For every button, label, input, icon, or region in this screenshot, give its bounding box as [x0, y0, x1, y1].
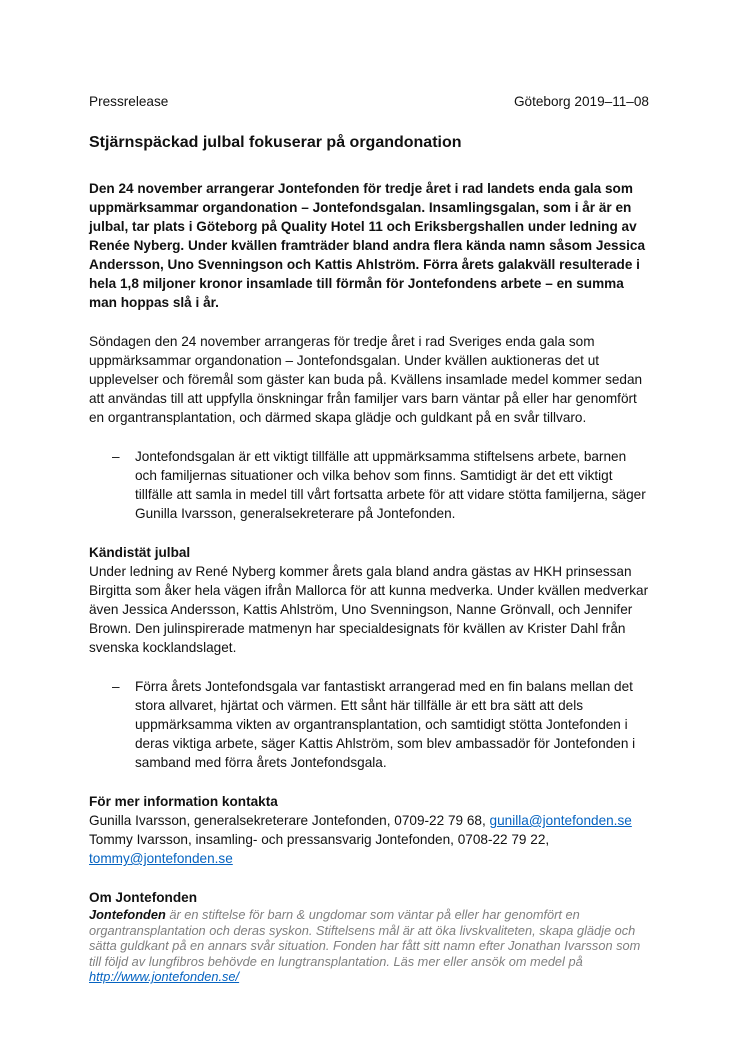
quote-dash: – — [112, 679, 120, 694]
section-heading-celebrities: Kändistät julbal — [89, 545, 191, 560]
section-paragraph-celebrities: Under ledning av René Nyberg kommer årets gala bland andra gästas av HKH prinsessan Birgitta som åker hela vägen ifrån Mallorca för att kunna medverka. Under kvällen medverkar även Jessica Andersson, Kattis Ahlström, Uno Svenningson, Nanne Grönvall, och Jennifer Brown. Den julinspirerade matmenyn har specialdesignats för kvällen av Krister Dahl från svenska kocklandslaget. — [89, 564, 649, 655]
about-paragraph — [89, 907, 649, 985]
header-line — [89, 92, 649, 111]
quote-dash: – — [112, 449, 120, 464]
contact-heading: För mer information kontakta — [89, 794, 278, 809]
about-organization-name: Jontefonden — [89, 907, 166, 922]
about-text: är en stiftelse för barn & ungdomar som väntar på eller har genomfört en organtransplantation och deras syskon. Stiftelsens mål är att öka livskvaliteten, skapa glädje och sätta guldkant på en annars svår situation. Fonden har fått sitt namn efter Jonathan Ivarsson som till följd av lungfibros behövde en lungtransplantation. Läs mer eller ansök om medel på — [89, 907, 641, 969]
body-paragraph-1: Söndagen den 24 november arrangeras för tredje året i rad Sveriges enda gala som uppmärksammar organdonation – Jontefondsgalan. Under kvällen auktioneras det ut upplevelser och föremål som gäster kan buda på. Kvällens insamlade medel kommer sedan att användas till att uppfylla önskningar från familjer vars barn väntar på eller har genomfört en organtransplantation, och därmed skapa glädje och guldkant på en svår tillvaro. — [89, 334, 643, 425]
quote-text: Förra årets Jontefondsgala var fantastiskt arrangerad med en fin balans mellan det stora allvaret, hjärtat och värmen. Ett sånt här tillfälle är ett bra sätt att dels uppmärksamma vikten av organtransplantation, och samtidigt stötta Jontefonden i deras viktiga arbete, säger Kattis Ahlström, som blev ambassadör för Jontefonden i samband med förra årets Jontefondsgala. — [135, 679, 636, 770]
tommy-email-link[interactable]: tommy@jontefonden.se — [89, 851, 233, 866]
about-heading: Om Jontefonden — [89, 890, 197, 905]
quote-gunilla — [89, 447, 649, 523]
place-and-date: Göteborg 2019–11–08 — [513, 94, 649, 109]
contact-tommy-text: Tommy Ivarsson, insamling- och pressansvarig Jontefonden, 0708-22 79 22, — [89, 832, 550, 847]
contact-details — [89, 811, 649, 868]
quote-text: Jontefondsgalan är ett viktigt tillfälle att uppmärksamma stiftelsens arbete, barnen och familjernas situationer och vilka behov som finns. Samtidigt är det ett viktigt tillfälle att samla in medel till vårt fortsatta arbete för att vidare stötta familjerna, säger Gunilla Ivarsson, generalsekreterare på Jontefonden. — [135, 449, 646, 521]
quote-kattis — [89, 677, 649, 772]
document-body — [89, 92, 649, 985]
website-link[interactable]: http://www.jontefonden.se/ — [89, 969, 240, 985]
lead-paragraph: Den 24 november arrangerar Jontefonden för tredje året i rad landets enda gala som uppmärksammar organdonation – Jontefondsgalan. Insamlingsgalan, som i år är en julbal, tar plats i Göteborg på Quality Hotel 11 och Eriksbergshallen under ledning av Renée Nyberg. Under kvällen framträder bland andra flera kända namn såsom Jessica Andersson, Uno Svenningson och Kattis Ahlström. Förra årets galakväll resulterade i hela 1,8 miljoner kronor insamlade till förmån för Jontefondens arbete – en summa man hoppas slå i år. — [89, 181, 646, 310]
gunilla-email-link[interactable]: gunilla@jontefonden.se — [489, 813, 632, 828]
document-type-label: Pressrelease — [89, 94, 169, 109]
press-release-title: Stjärnspäckad julbal fokuserar på organdonation — [89, 134, 462, 151]
contact-gunilla-text: Gunilla Ivarsson, generalsekreterare Jontefonden, 0709-22 79 68, — [89, 813, 490, 828]
